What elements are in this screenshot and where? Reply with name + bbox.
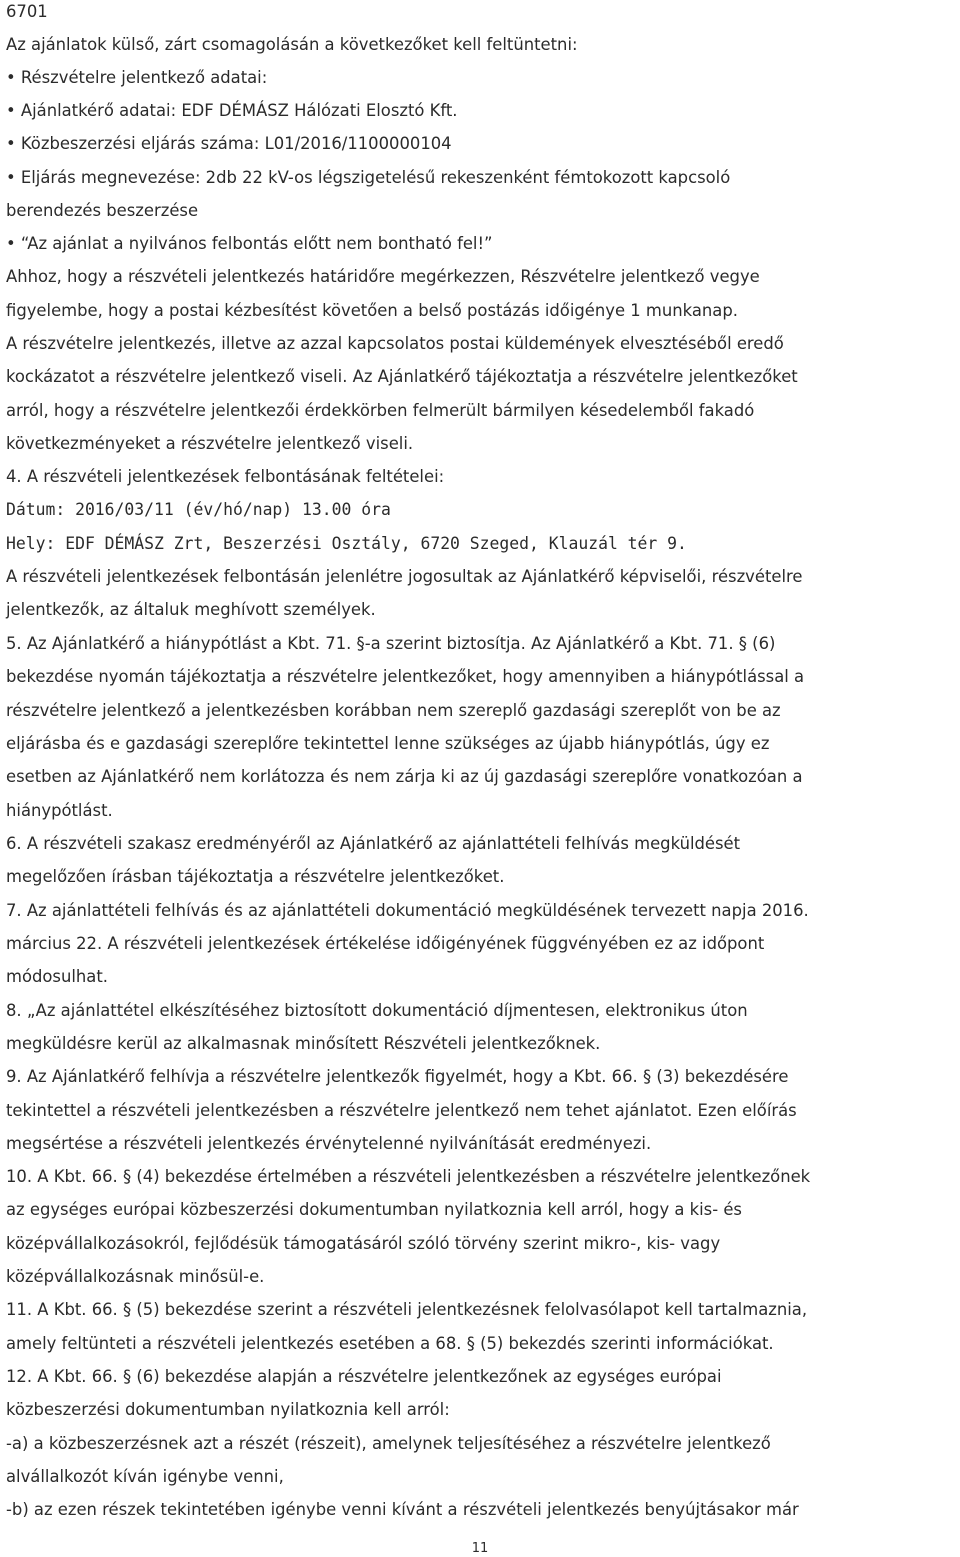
text-line: középvállalkozásokról, fejlődésük támogatásáról szóló törvény szerint mikro-, kis- vagy: [6, 1234, 721, 1253]
text-line: megelőzően írásban tájékoztatja a részvételre jelentkezőket.: [6, 867, 505, 886]
text-line: A részvételi jelentkezések felbontásán jelenlétre jogosultak az Ajánlatkérő képviselői, részvételre: [6, 567, 803, 586]
text-line: jelentkezők, az általuk meghívott személyek.: [6, 600, 376, 619]
page-number: 11: [471, 1541, 489, 1556]
text-line: esetben az Ajánlatkérő nem korlátozza és nem zárja ki az új gazdasági szereplőre vonatkozóan a: [6, 767, 803, 786]
bullet-line: • “Az ajánlat a nyilvános felbontás előtt nem bontható fel!”: [6, 234, 493, 253]
text-line: 10. A Kbt. 66. § (4) bekezdése értelmében a részvételi jelentkezésben a részvételre jelentkezőnek: [6, 1167, 811, 1186]
text-line: 5. Az Ajánlatkérő a hiánypótlást a Kbt. 71. §-a szerint biztosítja. Az Ajánlatkérő a Kbt. 71. § (6): [6, 634, 776, 653]
text-line: bekezdése nyomán tájékoztatja a részvételre jelentkezőket, hogy amennyiben a hiánypótlással a: [6, 667, 805, 686]
bullet-line: • Eljárás megnevezése: 2db 22 kV-os légszigetelésű rekeszenként fémtokozott kapcsoló: [6, 168, 731, 187]
text-line: 12. A Kbt. 66. § (6) bekezdése alapján a részvételre jelentkezőnek az egységes európai: [6, 1367, 722, 1386]
text-line: március 22. A részvételi jelentkezések értékelése időigényének függvényében ez az időpont: [6, 934, 765, 953]
text-line: kockázatot a részvételre jelentkező viseli. Az Ajánlatkérő tájékoztatja a részvételre jelentkezőket: [6, 367, 798, 386]
text-line: módosulhat.: [6, 967, 108, 986]
text-line: részvételre jelentkező a jelentkezésben korábban nem szereplő gazdasági szereplőt von be az: [6, 701, 781, 720]
text-line: középvállalkozásnak minősül-e.: [6, 1267, 265, 1286]
section-heading: 4. A részvételi jelentkezések felbontásának feltételei:: [6, 467, 445, 486]
text-line: berendezés beszerzése: [6, 201, 199, 220]
text-line: megsértése a részvételi jelentkezés érvénytelenné nyilvánítását eredményezi.: [6, 1134, 652, 1153]
text-line: megküldésre kerül az alkalmasnak minősített Részvételi jelentkezőknek.: [6, 1034, 601, 1053]
date-line: Dátum: 2016/03/11 (év/hó/nap) 13.00 óra: [6, 500, 391, 519]
text-line: 7. Az ajánlattételi felhívás és az ajánlattételi dokumentáció megküldésének tervezett napja 2016.: [6, 901, 809, 920]
location-line: Hely: EDF DÉMÁSZ Zrt, Beszerzési Osztály, 6720 Szeged, Klauzál tér 9.: [6, 534, 687, 553]
text-line: -b) az ezen részek tekintetében igénybe venni kívánt a részvételi jelentkezés benyújtásakor már: [6, 1500, 799, 1519]
text-line: Ahhoz, hogy a részvételi jelentkezés határidőre megérkezzen, Részvételre jelentkező vegye: [6, 267, 760, 286]
text-line: tekintettel a részvételi jelentkezésben a részvételre jelentkező nem tehet ajánlatot. Ezen előírás: [6, 1101, 797, 1120]
text-line: 11. A Kbt. 66. § (5) bekezdése szerint a részvételi jelentkezésnek felolvasólapot kell tartalmaznia,: [6, 1300, 808, 1319]
text-line: -a) a közbeszerzésnek azt a részét (részeit), amelynek teljesítéséhez a részvételre jelentkező: [6, 1434, 771, 1453]
bullet-line: • Közbeszerzési eljárás száma: L01/2016/1100000104: [6, 134, 452, 153]
text-line: közbeszerzési dokumentumban nyilatkoznia kell arról:: [6, 1400, 450, 1419]
text-line: 8. „Az ajánlattétel elkészítéséhez biztosított dokumentáció díjmentesen, elektronikus úton: [6, 1001, 748, 1020]
text-line: hiánypótlást.: [6, 801, 113, 820]
bullet-line: • Ajánlatkérő adatai: EDF DÉMÁSZ Hálózati Elosztó Kft.: [6, 101, 458, 120]
text-line: az egységes európai közbeszerzési dokumentumban nyilatkoznia kell arról, hogy a kis- és: [6, 1200, 742, 1219]
text-line: arról, hogy a részvételre jelentkezői érdekkörben felmerült bármilyen késedelemből fakadó: [6, 401, 755, 420]
text-line: Az ajánlatok külső, zárt csomagolásán a következőket kell feltüntetni:: [6, 35, 578, 54]
text-line: amely feltünteti a részvételi jelentkezés esetében a 68. § (5) bekezdés szerinti információkat.: [6, 1334, 774, 1353]
bullet-line: • Részvételre jelentkező adatai:: [6, 68, 268, 87]
text-line: alvállalkozót kíván igénybe venni,: [6, 1467, 284, 1486]
text-line: 9. Az Ajánlatkérő felhívja a részvételre jelentkezők figyelmét, hogy a Kbt. 66. § (3) bekezdésére: [6, 1067, 789, 1086]
text-line: figyelembe, hogy a postai kézbesítést követően a belső postázás időigénye 1 munkanap.: [6, 301, 738, 320]
document-id: 6701: [6, 2, 48, 21]
text-line: eljárásba és e gazdasági szereplőre tekintettel lenne szükséges az újabb hiánypótlás, úgy ez: [6, 734, 770, 753]
text-line: 6. A részvételi szakasz eredményéről az Ajánlatkérő az ajánlattételi felhívás megküldését: [6, 834, 741, 853]
text-line: következményeket a részvételre jelentkező viseli.: [6, 434, 414, 453]
text-line: A részvételre jelentkezés, illetve az azzal kapcsolatos postai küldemények elvesztéséből eredő: [6, 334, 784, 353]
